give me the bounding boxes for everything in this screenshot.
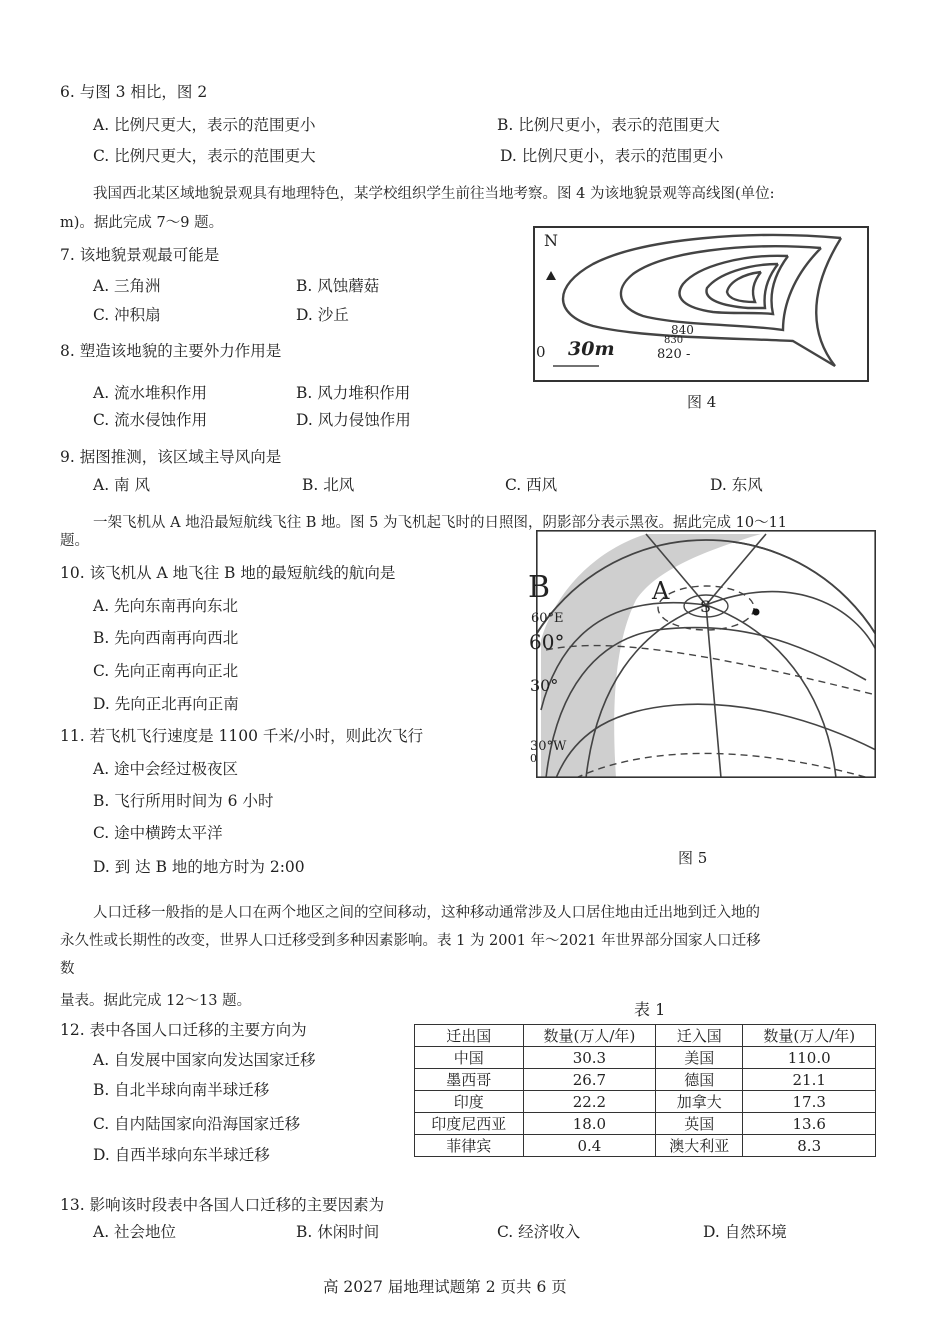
q7-stem: 7. 该地貌景观最可能是: [60, 246, 220, 264]
q10-option-d[interactable]: D. 先向正北再向正南: [93, 695, 239, 713]
fig5-lat-60: 60°: [529, 630, 565, 654]
fig5-caption: 图 5: [678, 849, 708, 867]
q12-stem: 12. 表中各国人口迁移的主要方向为: [60, 1021, 307, 1039]
q11-option-a[interactable]: A. 途中会经过极夜区: [93, 760, 239, 778]
q9-option-a[interactable]: A. 南 风: [93, 476, 150, 494]
q12-option-c[interactable]: C. 自内陆国家向沿海国家迁移: [93, 1115, 301, 1133]
intro-10-11-line2: 题。: [60, 533, 89, 549]
table-cell: 印度: [415, 1091, 524, 1113]
q12-option-d[interactable]: D. 自西半球向东半球迁移: [93, 1146, 270, 1164]
q8-option-a[interactable]: A. 流水堆积作用: [93, 384, 208, 402]
q9-option-c[interactable]: C. 西风: [505, 476, 558, 494]
q11-option-d[interactable]: D. 到 达 B 地的地方时为 2:00: [93, 858, 305, 876]
figure-5-sunlight-map: [536, 530, 876, 778]
q6-option-b[interactable]: B. 比例尺更小，表示的范围更大: [497, 116, 720, 134]
q11-option-c[interactable]: C. 途中横跨太平洋: [93, 824, 223, 842]
table-header-cell: 迁入国: [656, 1025, 743, 1047]
fig4-scale-length: 30m: [568, 338, 615, 360]
intro-12-13-line3: 数: [60, 961, 75, 977]
intro-7-9-line2: m)。据此完成 7～9 题。: [60, 215, 224, 231]
q7-option-a[interactable]: A. 三角洲: [93, 277, 161, 295]
q11-option-b[interactable]: B. 飞行所用时间为 6 小时: [93, 792, 274, 810]
q12-option-a[interactable]: A. 自发展中国家向发达国家迁移: [93, 1051, 316, 1069]
table-cell: 0.4: [523, 1135, 656, 1157]
table-cell: 澳大利亚: [656, 1135, 743, 1157]
table-row: [415, 1069, 876, 1091]
q7-option-b[interactable]: B. 风蚀蘑菇: [296, 277, 380, 295]
q12-option-b[interactable]: B. 自北半球向南半球迁移: [93, 1081, 270, 1099]
q6-option-c[interactable]: C. 比例尺更大，表示的范围更大: [93, 147, 316, 165]
table-cell: 30.3: [523, 1047, 656, 1069]
fig4-contour-820: 820 -: [657, 347, 691, 362]
table-cell: 英国: [656, 1113, 743, 1135]
q9-option-d[interactable]: D. 东风: [710, 476, 763, 494]
table-row: [415, 1047, 876, 1069]
q10-option-c[interactable]: C. 先向正南再向正北: [93, 662, 239, 680]
table-cell: 13.6: [743, 1113, 876, 1135]
q13-option-d[interactable]: D. 自然环境: [703, 1223, 787, 1241]
table-header-row: [415, 1025, 876, 1047]
intro-12-13-line2: 永久性或长期性的改变，世界人口迁移受到多种因素影响。表 1 为 2001 年～2021 年世界部分国家人口迁移: [60, 933, 761, 949]
table-cell: 21.1: [743, 1069, 876, 1091]
table-cell: 8.3: [743, 1135, 876, 1157]
fig4-contour-830: 830: [664, 335, 684, 346]
table-cell: 印度尼西亚: [415, 1113, 524, 1135]
table-row: [415, 1113, 876, 1135]
table-cell: 18.0: [523, 1113, 656, 1135]
table-cell: 22.2: [523, 1091, 656, 1113]
table-cell: 加拿大: [656, 1091, 743, 1113]
q7-option-d[interactable]: D. 沙丘: [296, 306, 349, 324]
table-cell: 美国: [656, 1047, 743, 1069]
table-cell: 110.0: [743, 1047, 876, 1069]
q10-option-a[interactable]: A. 先向东南再向东北: [93, 597, 239, 615]
q8-option-d[interactable]: D. 风力侵蚀作用: [296, 411, 411, 429]
q7-option-c[interactable]: C. 冲积扇: [93, 306, 161, 324]
table-cell: 墨西哥: [415, 1069, 524, 1091]
q9-stem: 9. 据图推测，该区域主导风向是: [60, 448, 282, 466]
fig5-lon-60e: 60°E: [531, 611, 564, 626]
q11-stem: 11. 若飞机飞行速度是 1100 千米/小时，则此次飞行: [60, 727, 424, 745]
intro-12-13-line1: 人口迁移一般指的是人口在两个地区之间的空间移动，这种移动通常涉及人口居住地由迁出地到迁入地的: [93, 905, 760, 921]
fig5-lon-30w: 30°W: [530, 739, 567, 754]
fig5-label-b: B: [528, 570, 551, 605]
table-cell: 德国: [656, 1069, 743, 1091]
q10-stem: 10. 该飞机从 A 地飞往 B 地的最短航线的航向是: [60, 564, 396, 582]
table-cell: 17.3: [743, 1091, 876, 1113]
fig5-lat-30: 30°: [530, 676, 559, 695]
table-cell: 26.7: [523, 1069, 656, 1091]
q10-option-b[interactable]: B. 先向西南再向西北: [93, 629, 239, 647]
intro-10-11-line1: 一架飞机从 A 地沿最短航线飞往 B 地。图 5 为飞机起飞时的日照图，阴影部分表示黑夜。据此完成 10～11: [93, 515, 788, 531]
q9-option-b[interactable]: B. 北风: [302, 476, 355, 494]
q6-stem: 6. 与图 3 相比，图 2: [60, 83, 208, 101]
intro-7-9-line1: 我国西北某区域地貌景观具有地理特色，某学校组织学生前往当地考察。图 4 为该地貌景观等高线图(单位:: [93, 186, 775, 202]
fig4-north-label: N: [544, 231, 558, 250]
table-header-cell: 迁出国: [415, 1025, 524, 1047]
intro-12-13-line4: 量表。据此完成 12～13 题。: [60, 993, 252, 1009]
q13-option-b[interactable]: B. 休闲时间: [296, 1223, 380, 1241]
fig5-zero: 0: [530, 752, 537, 765]
q8-option-b[interactable]: B. 风力堆积作用: [296, 384, 411, 402]
table-row: [415, 1091, 876, 1113]
q8-option-c[interactable]: C. 流水侵蚀作用: [93, 411, 208, 429]
table1-title: 表 1: [634, 1000, 666, 1019]
q13-stem: 13. 影响该时段表中各国人口迁移的主要因素为: [60, 1196, 385, 1214]
fig5-label-s: S: [700, 597, 711, 616]
q6-option-d[interactable]: D. 比例尺更小，表示的范围更小: [500, 147, 724, 165]
table-header-cell: 数量(万人/年): [523, 1025, 656, 1047]
fig5-label-a: A: [652, 577, 670, 605]
table-row: [415, 1135, 876, 1157]
q8-stem: 8. 塑造该地貌的主要外力作用是: [60, 342, 282, 360]
table1: [414, 1024, 876, 1157]
fig4-scale-zero: 0: [536, 343, 546, 361]
page-footer: 高 2027 届地理试题第 2 页共 6 页: [323, 1278, 567, 1296]
fig4-caption: 图 4: [687, 393, 717, 411]
q13-option-c[interactable]: C. 经济收入: [497, 1223, 581, 1241]
table-cell: 菲律宾: [415, 1135, 524, 1157]
table-cell: 中国: [415, 1047, 524, 1069]
fig4-contour-840: 840: [671, 323, 694, 337]
q6-option-a[interactable]: A. 比例尺更大，表示的范围更小: [93, 116, 316, 134]
q13-option-a[interactable]: A. 社会地位: [93, 1223, 177, 1241]
table-header-cell: 数量(万人/年): [743, 1025, 876, 1047]
